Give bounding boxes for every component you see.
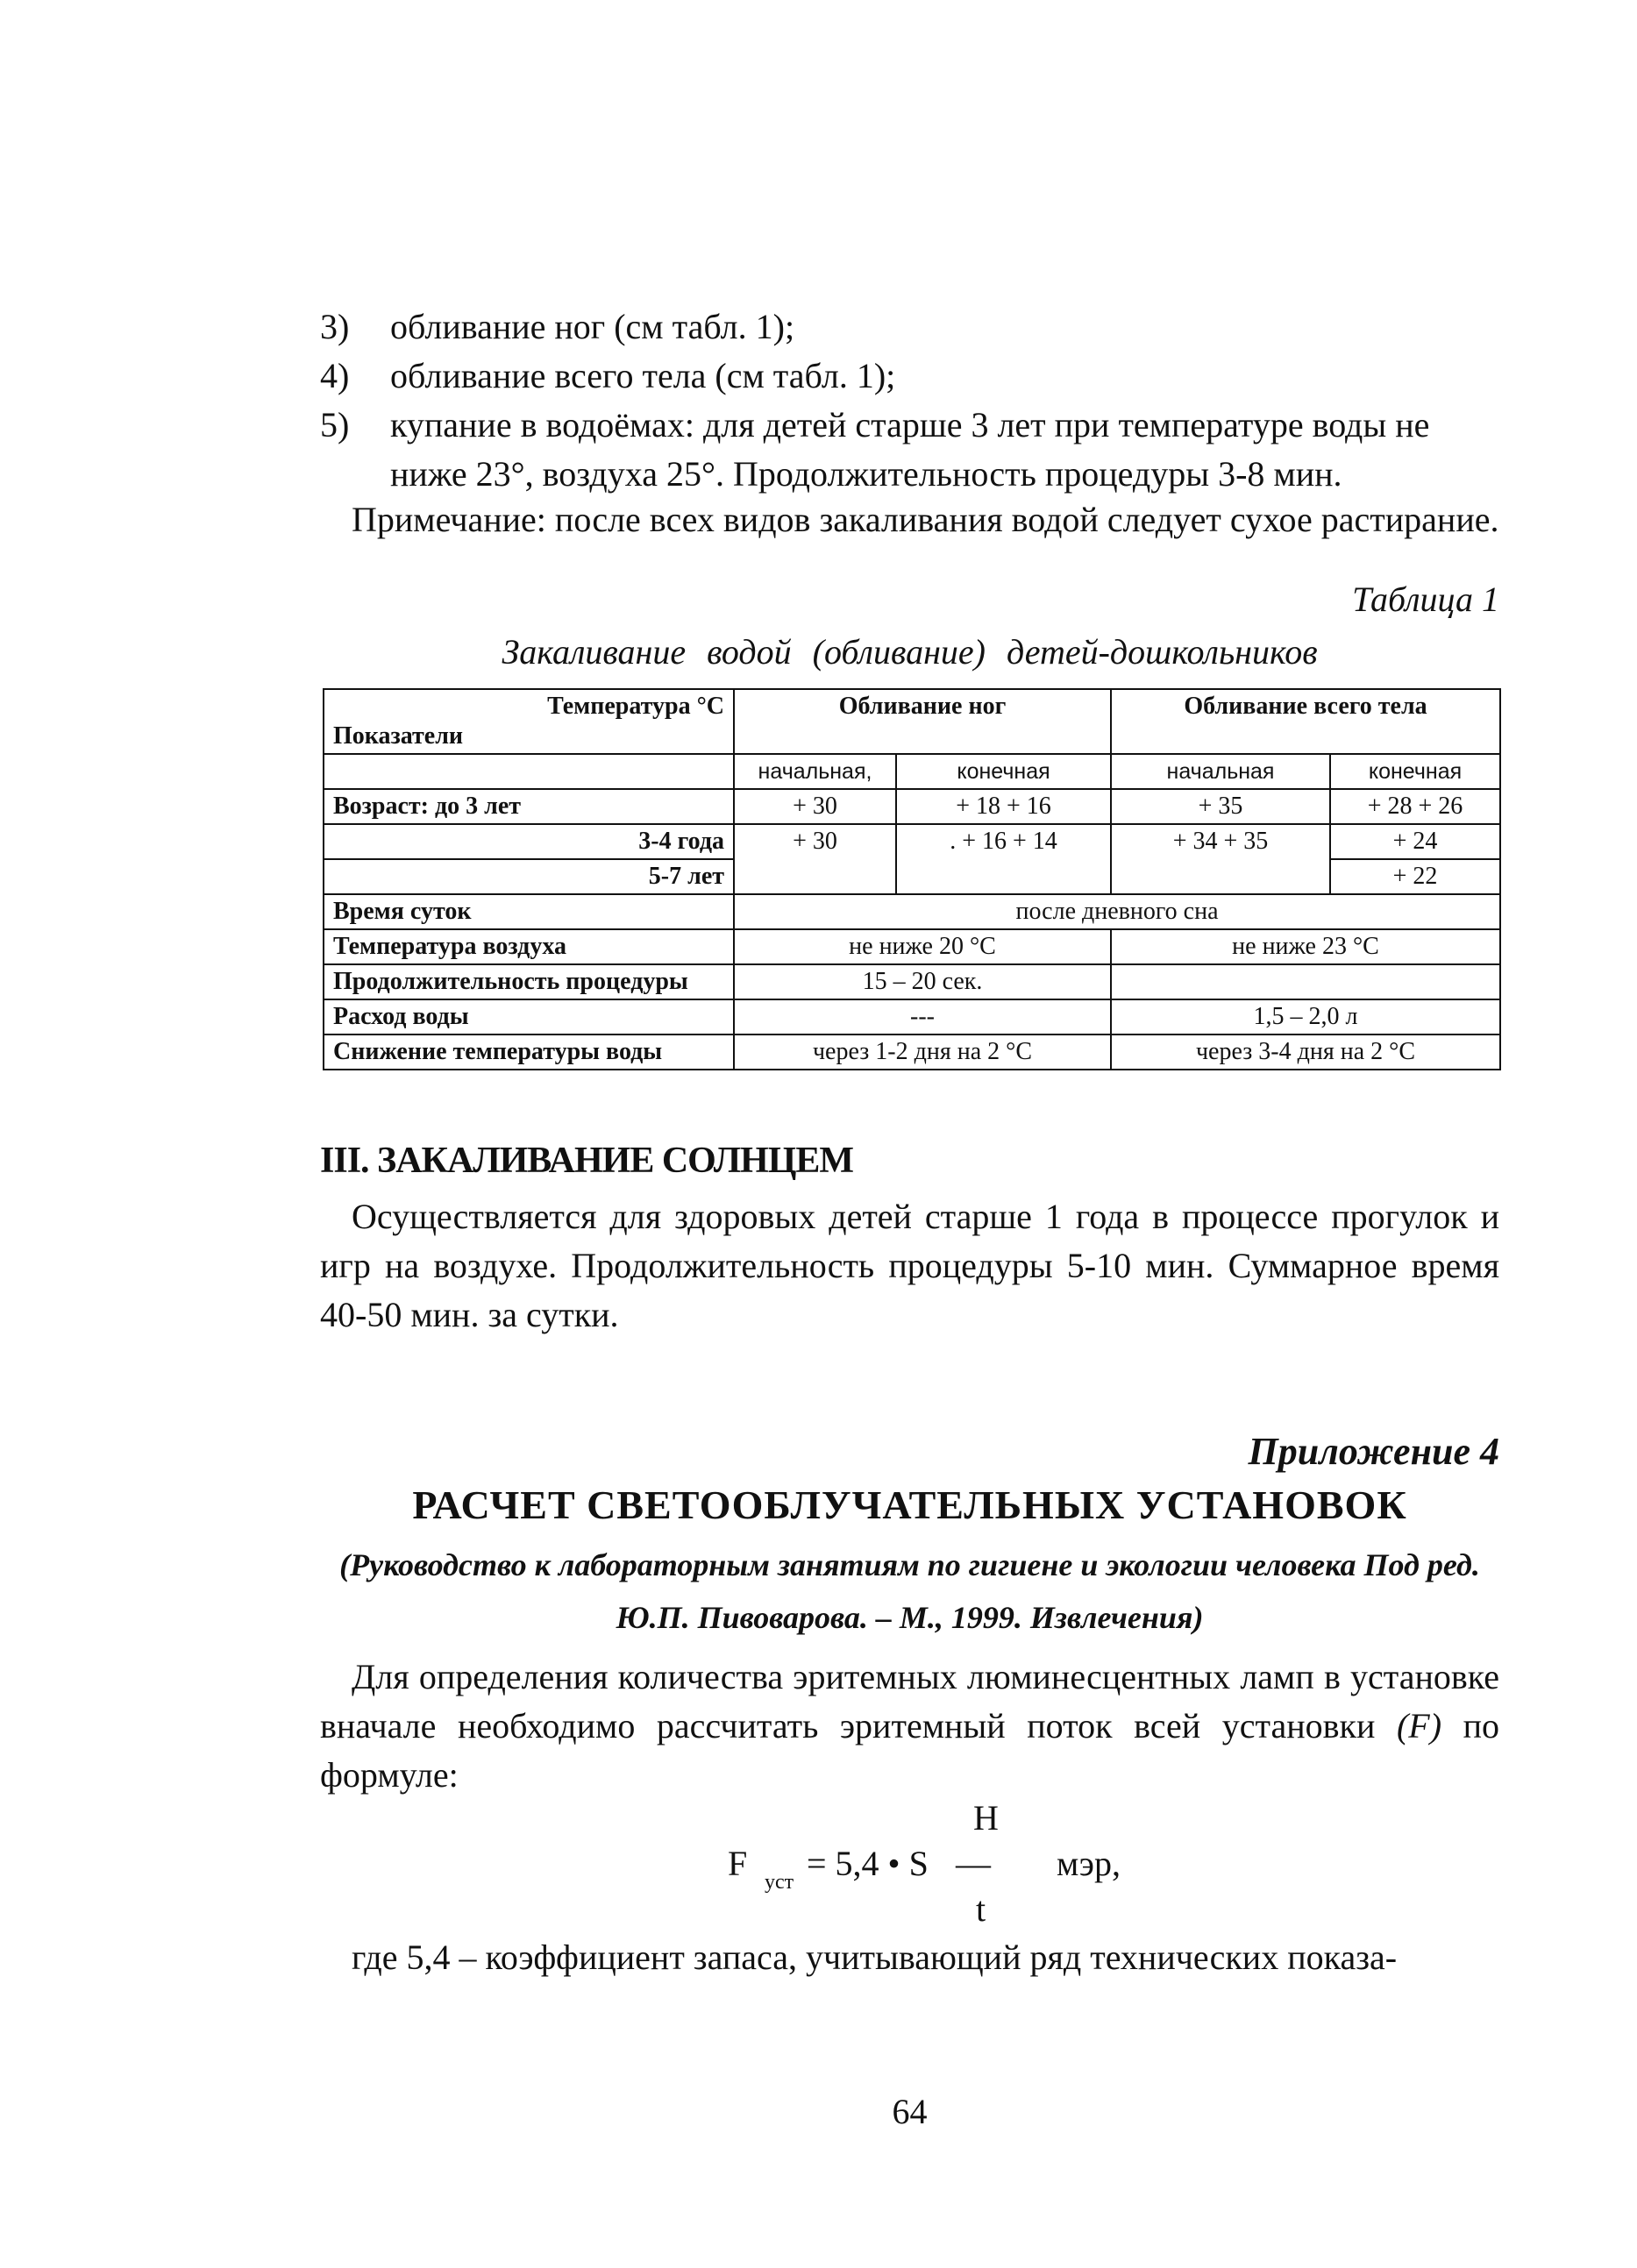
- table-corner-cell: [324, 689, 734, 754]
- list-text: купание в водоёмах: для детей старше 3 лет при температуре воды не ниже 23°, воздуха 25°. Продолжительность процедуры 3-8 мин.: [390, 405, 1430, 494]
- cell: через 1-2 дня на 2 °С: [734, 1034, 1111, 1070]
- section-heading: III. ЗАКАЛИВАНИЕ СОЛНЦЕМ: [320, 1141, 854, 1181]
- formula: [719, 1797, 1157, 1929]
- cell: ---: [734, 999, 1111, 1034]
- empty-cell: [1111, 964, 1500, 999]
- row-duration-label: Продолжительность процедуры: [324, 964, 734, 999]
- row-time-label: Время суток: [324, 894, 734, 929]
- list-number: 5): [320, 405, 350, 444]
- note-paragraph: Примечание: после всех видов закаливания водой следует сухое растирание.: [352, 500, 1499, 539]
- list-text: обливание ног (см табл. 1);: [390, 307, 795, 346]
- section-paragraph: Осуществляется для здоровых детей старше 1 года в процессе прогулок и игр на воздухе. Продолжительность процедуры 5-10 мин. Суммарное время 40-50 мин. за сутки.: [320, 1197, 1499, 1334]
- row-age-57-label: 5-7 лет: [324, 859, 734, 894]
- formula-unit: мэр,: [1057, 1844, 1121, 1883]
- sub-final-body: конечная: [1330, 754, 1500, 789]
- cell: 1,5 – 2,0 л: [1111, 999, 1500, 1034]
- cell: + 30: [734, 789, 896, 824]
- hardening-table: [323, 688, 1499, 1070]
- formula-f: F: [728, 1844, 748, 1883]
- flux-symbol: (F): [1396, 1706, 1442, 1745]
- paragraph-text: Для определения количества эритемных люминесцентных ламп в установке вначале необходимо рассчитать эритемный поток всей установки: [320, 1657, 1499, 1745]
- appendix-subtitle: (Руководство к лабораторным занятиям по гигиене и экологии человека Под ред. Ю.П. Пивоварова. – М., 1999. Извлечения): [339, 1547, 1480, 1635]
- list-number: 3): [320, 307, 350, 346]
- procedure-list: [320, 302, 1499, 499]
- cell: не ниже 20 °С: [734, 929, 1111, 964]
- list-text: обливание всего тела (см табл. 1);: [390, 356, 896, 395]
- formula-fraction-bar: —: [956, 1844, 991, 1883]
- paragraph-text-end: по формуле:: [320, 1706, 1499, 1795]
- cell: + 24: [1330, 824, 1500, 859]
- list-item: [320, 352, 1499, 401]
- formula-denominator: t: [976, 1889, 986, 1929]
- cell: после дневного сна: [734, 894, 1500, 929]
- table-caption: Таблица 1: [1352, 579, 1499, 619]
- list-item: [320, 302, 1499, 352]
- formula-numerator: H: [973, 1798, 999, 1838]
- header-body: Обливание всего тела: [1111, 689, 1500, 754]
- row-age-34-label: 3-4 года: [324, 824, 734, 859]
- appendix-label: Приложение 4: [1248, 1430, 1499, 1473]
- formula-subscript: уст: [765, 1871, 794, 1894]
- cell: + 18 + 16: [896, 789, 1111, 824]
- cell: + 28 + 26: [1330, 789, 1500, 824]
- header-temperature: Температура °С: [547, 693, 724, 720]
- row-decrease-label: Снижение температуры воды: [324, 1034, 734, 1070]
- header-indicators: Показатели: [333, 722, 464, 750]
- table-title: Закаливание водой (обливание) детей-дошкольников: [502, 632, 1318, 672]
- row-age-label: Возраст: до 3 лет: [324, 789, 734, 824]
- cell: 15 – 20 сек.: [734, 964, 1111, 999]
- blank-cell: [324, 754, 734, 789]
- body-paragraph: [320, 1653, 1499, 1800]
- formula-middle: = 5,4 • S: [807, 1844, 929, 1883]
- page-number: 64: [892, 2092, 928, 2131]
- sub-initial-feet: начальная,: [734, 754, 896, 789]
- where-paragraph: где 5,4 – коэффициент запаса, учитывающий ряд технических показа-: [352, 1937, 1398, 1977]
- cell: не ниже 23 °С: [1111, 929, 1500, 964]
- cell: . + 16 + 14: [896, 824, 1111, 894]
- cell: + 35: [1111, 789, 1330, 824]
- sub-initial-body: начальная: [1111, 754, 1330, 789]
- cell: через 3-4 дня на 2 °С: [1111, 1034, 1500, 1070]
- cell: + 22: [1330, 859, 1500, 894]
- cell: + 34 + 35: [1111, 824, 1330, 894]
- cell: + 30: [734, 824, 896, 894]
- row-air-label: Температура воздуха: [324, 929, 734, 964]
- appendix-title: РАСЧЕТ СВЕТООБЛУЧАТЕЛЬНЫХ УСТАНОВОК: [412, 1482, 1407, 1527]
- sub-final-feet: конечная: [896, 754, 1111, 789]
- header-feet: Обливание ног: [734, 689, 1111, 754]
- list-number: 4): [320, 356, 350, 395]
- list-item: [320, 401, 1499, 499]
- row-water-label: Расход воды: [324, 999, 734, 1034]
